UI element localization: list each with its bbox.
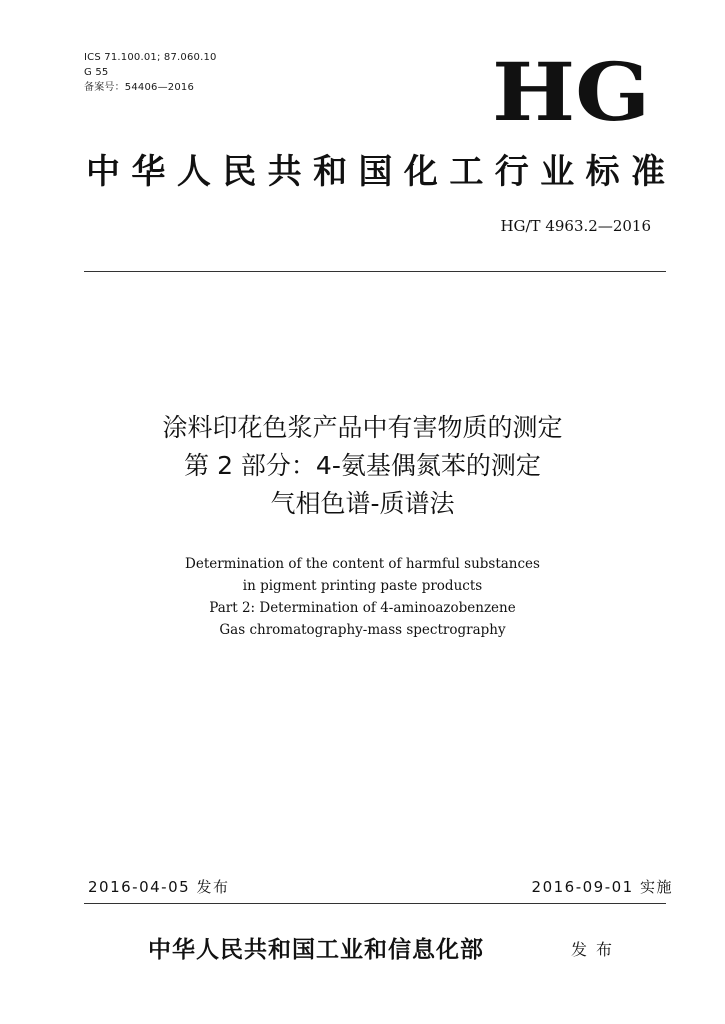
publisher-name: 中华人民共和国工业和信息化部 bbox=[148, 936, 484, 963]
bottom-divider bbox=[84, 903, 666, 904]
english-title-line-3: Part 2: Determination of 4-aminoazobenzene bbox=[209, 600, 516, 616]
issue-date: 2016-04-05 发布 bbox=[88, 878, 230, 896]
ics-code: ICS 71.100.01; 87.060.10 bbox=[84, 52, 217, 63]
implementation-date: 2016-09-01 实施 bbox=[531, 878, 673, 896]
english-title-line-1: Determination of the content of harmful substances bbox=[185, 556, 540, 572]
english-title-line-2: in pigment printing paste products bbox=[242, 578, 483, 594]
chinese-title-line-3: 气相色谱-质谱法 bbox=[270, 489, 455, 518]
standard-number: HG/T 4963.2—2016 bbox=[500, 217, 651, 235]
english-title-line-4: Gas chromatography-mass spectrography bbox=[219, 622, 506, 638]
ccs-code: G 55 bbox=[84, 67, 109, 78]
publish-label: 发布 bbox=[571, 940, 622, 959]
standard-name: 中华人民共和国化工行业标准 bbox=[86, 152, 666, 192]
chinese-title-line-2: 第 2 部分：4-氨基偶氮苯的测定 bbox=[184, 451, 541, 480]
hg-logo: HG bbox=[492, 45, 651, 139]
record-number: 备案号：54406—2016 bbox=[84, 82, 195, 93]
chinese-title-line-1: 涂料印花色浆产品中有害物质的测定 bbox=[162, 413, 563, 442]
top-divider bbox=[84, 271, 666, 272]
